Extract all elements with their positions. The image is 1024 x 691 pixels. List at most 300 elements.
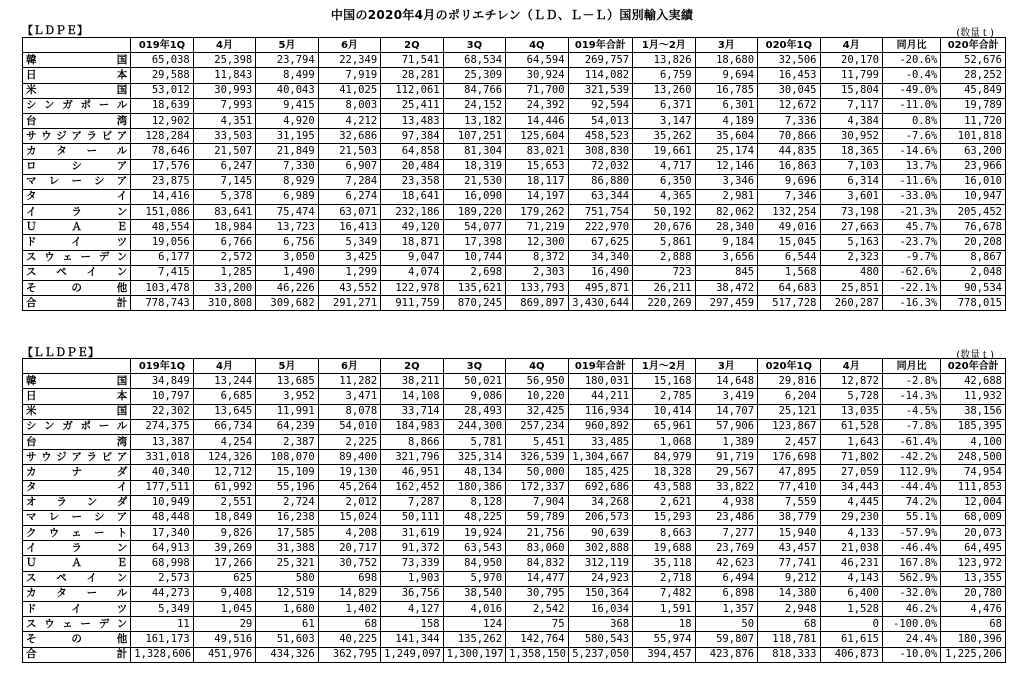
value-cell: 151,086: [131, 205, 193, 220]
value-cell: 3,430,644: [568, 296, 633, 311]
value-cell: 23,794: [256, 53, 318, 68]
table-row: [23, 586, 1006, 601]
value-cell: 101,818: [941, 129, 1006, 144]
value-cell: -62.6%: [882, 265, 940, 280]
value-cell: 19,688: [633, 541, 695, 556]
value-cell: 28,281: [381, 68, 443, 83]
value-cell: 44,835: [758, 144, 820, 159]
value-cell: 48,554: [131, 220, 193, 235]
value-cell: 25,321: [256, 556, 318, 571]
value-cell: 4,212: [318, 113, 380, 128]
value-cell: 45.7%: [882, 220, 940, 235]
value-cell: 10,947: [941, 189, 1006, 204]
value-cell: 44,273: [131, 586, 193, 601]
value-cell: 54,077: [443, 220, 505, 235]
value-cell: 480: [820, 265, 882, 280]
ldpe-section-label: 【ＬＤＰＥ】: [22, 24, 88, 37]
value-cell: 16,785: [695, 83, 757, 98]
country-cell: スウェーデン: [23, 617, 131, 632]
value-cell: 19,661: [633, 144, 695, 159]
value-cell: -49.0%: [882, 83, 940, 98]
value-cell: 32,425: [506, 404, 568, 419]
value-cell: 84,766: [443, 83, 505, 98]
value-cell: 46,226: [256, 281, 318, 296]
value-cell: 13,355: [941, 571, 1006, 586]
value-cell: 5,237,050: [568, 647, 633, 662]
value-cell: 7,336: [758, 113, 820, 128]
country-cell: 台 湾: [23, 434, 131, 449]
value-cell: 6,989: [256, 189, 318, 204]
value-cell: 46.2%: [882, 602, 940, 617]
value-cell: 54,013: [568, 113, 633, 128]
value-cell: -10.0%: [882, 647, 940, 662]
value-cell: 12,902: [131, 113, 193, 128]
value-cell: 23,769: [695, 541, 757, 556]
column-header: 3月: [695, 359, 757, 374]
value-cell: 7,277: [695, 526, 757, 541]
value-cell: 29,588: [131, 68, 193, 83]
value-cell: 68,009: [941, 510, 1006, 525]
value-cell: 11: [131, 617, 193, 632]
value-cell: 8,866: [381, 434, 443, 449]
value-cell: 12,519: [256, 586, 318, 601]
column-header: 019年合計: [568, 38, 633, 53]
value-cell: -33.0%: [882, 189, 940, 204]
value-cell: 20,780: [941, 586, 1006, 601]
value-cell: 4,351: [193, 113, 255, 128]
value-cell: 4,717: [633, 159, 695, 174]
value-cell: 6,759: [633, 68, 695, 83]
value-cell: 38,156: [941, 404, 1006, 419]
value-cell: 6,177: [131, 250, 193, 265]
value-cell: 13,035: [820, 404, 882, 419]
column-header: 4Q: [506, 38, 568, 53]
value-cell: 5,349: [318, 235, 380, 250]
value-cell: 16,413: [318, 220, 380, 235]
table-row: [23, 144, 1006, 159]
value-cell: 49,016: [758, 220, 820, 235]
value-cell: 297,459: [695, 296, 757, 311]
value-cell: 15,653: [506, 159, 568, 174]
value-cell: 778,743: [131, 296, 193, 311]
value-cell: 50,021: [443, 374, 505, 389]
value-cell: 14,477: [506, 571, 568, 586]
value-cell: 86,880: [568, 174, 633, 189]
value-cell: 30,952: [820, 129, 882, 144]
table-row: [23, 617, 1006, 632]
value-cell: 112,061: [381, 83, 443, 98]
value-cell: 19,924: [443, 526, 505, 541]
value-cell: 362,795: [318, 647, 380, 662]
value-cell: 97,384: [381, 129, 443, 144]
value-cell: 23,358: [381, 174, 443, 189]
value-cell: 21,756: [506, 526, 568, 541]
value-cell: 3,601: [820, 189, 882, 204]
value-cell: 1,402: [318, 602, 380, 617]
table-row: [23, 526, 1006, 541]
value-cell: 7,145: [193, 174, 255, 189]
table-row: [23, 374, 1006, 389]
value-cell: 78,646: [131, 144, 193, 159]
value-cell: 61,615: [820, 632, 882, 647]
value-cell: 150,364: [568, 586, 633, 601]
value-cell: 1,304,667: [568, 450, 633, 465]
value-cell: 43,457: [758, 541, 820, 556]
value-cell: 8,128: [443, 495, 505, 510]
value-cell: 222,970: [568, 220, 633, 235]
value-cell: 34,443: [820, 480, 882, 495]
value-cell: 70,866: [758, 129, 820, 144]
country-cell: ＵＡＥ: [23, 220, 131, 235]
value-cell: 12,872: [820, 374, 882, 389]
value-cell: -11.0%: [882, 98, 940, 113]
value-cell: 177,511: [131, 480, 193, 495]
value-cell: 4,189: [695, 113, 757, 128]
value-cell: 16,490: [568, 265, 633, 280]
value-cell: 312,119: [568, 556, 633, 571]
value-cell: 1,389: [695, 434, 757, 449]
value-cell: 11,843: [193, 68, 255, 83]
value-cell: 55,974: [633, 632, 695, 647]
value-cell: -32.0%: [882, 586, 940, 601]
value-cell: 74,954: [941, 465, 1006, 480]
value-cell: 751,754: [568, 205, 633, 220]
value-cell: 13,723: [256, 220, 318, 235]
value-cell: 1,680: [256, 602, 318, 617]
table-row: [23, 235, 1006, 250]
value-cell: 2,387: [256, 434, 318, 449]
value-cell: 14,108: [381, 389, 443, 404]
value-cell: 11,282: [318, 374, 380, 389]
value-cell: 845: [695, 265, 757, 280]
value-cell: -44.4%: [882, 480, 940, 495]
value-cell: 50,192: [633, 205, 695, 220]
value-cell: 16,863: [758, 159, 820, 174]
country-cell: イラン: [23, 205, 131, 220]
value-cell: 118,781: [758, 632, 820, 647]
value-cell: 162,452: [381, 480, 443, 495]
table-row: [23, 296, 1006, 311]
table-row: [23, 434, 1006, 449]
value-cell: 8,372: [506, 250, 568, 265]
value-cell: 27,059: [820, 465, 882, 480]
value-cell: 8,499: [256, 68, 318, 83]
value-cell: 17,398: [443, 235, 505, 250]
lldpe-unit-label: (数量ｔ): [956, 350, 994, 361]
country-cell: サウジアラビア: [23, 129, 131, 144]
value-cell: 73,339: [381, 556, 443, 571]
value-cell: 84,979: [633, 450, 695, 465]
value-cell: 123,972: [941, 556, 1006, 571]
value-cell: 3,147: [633, 113, 695, 128]
value-cell: 84,832: [506, 556, 568, 571]
column-header: 2Q: [381, 38, 443, 53]
value-cell: 7,117: [820, 98, 882, 113]
value-cell: 33,822: [695, 480, 757, 495]
value-cell: 220,269: [633, 296, 695, 311]
value-cell: 321,796: [381, 450, 443, 465]
value-cell: 31,388: [256, 541, 318, 556]
value-cell: 65,961: [633, 419, 695, 434]
value-cell: 723: [633, 265, 695, 280]
column-header: 5月: [256, 359, 318, 374]
value-cell: 18,849: [193, 510, 255, 525]
value-cell: 7,284: [318, 174, 380, 189]
value-cell: 9,047: [381, 250, 443, 265]
value-cell: 406,873: [820, 647, 882, 662]
value-cell: 50: [695, 617, 757, 632]
value-cell: 778,015: [941, 296, 1006, 311]
value-cell: 71,802: [820, 450, 882, 465]
value-cell: 1,225,206: [941, 647, 1006, 662]
value-cell: 32,686: [318, 129, 380, 144]
table-row: [23, 389, 1006, 404]
value-cell: 52,676: [941, 53, 1006, 68]
value-cell: 25,174: [695, 144, 757, 159]
value-cell: 3,346: [695, 174, 757, 189]
value-cell: 4,920: [256, 113, 318, 128]
value-cell: 5,349: [131, 602, 193, 617]
value-cell: 29: [193, 617, 255, 632]
value-cell: 71,541: [381, 53, 443, 68]
value-cell: 44,211: [568, 389, 633, 404]
country-cell: タ イ: [23, 189, 131, 204]
value-cell: 43,588: [633, 480, 695, 495]
value-cell: 6,766: [193, 235, 255, 250]
value-cell: 75: [506, 617, 568, 632]
header-corner-cell: [23, 359, 131, 374]
table-row: [23, 189, 1006, 204]
value-cell: 1,568: [758, 265, 820, 280]
value-cell: 20,484: [381, 159, 443, 174]
value-cell: 50,111: [381, 510, 443, 525]
value-cell: 92,594: [568, 98, 633, 113]
value-cell: 308,830: [568, 144, 633, 159]
value-cell: 9,826: [193, 526, 255, 541]
column-header: 1月～2月: [633, 359, 695, 374]
value-cell: 3,952: [256, 389, 318, 404]
value-cell: 423,876: [695, 647, 757, 662]
column-header: 同月比: [882, 359, 940, 374]
value-cell: 114,082: [568, 68, 633, 83]
value-cell: 16,010: [941, 174, 1006, 189]
value-cell: 13,387: [131, 434, 193, 449]
lldpe-section-label: 【ＬＬＤＰＥ】: [22, 346, 99, 359]
value-cell: 40,043: [256, 83, 318, 98]
value-cell: 9,086: [443, 389, 505, 404]
country-cell: スペイン: [23, 571, 131, 586]
value-cell: 77,410: [758, 480, 820, 495]
column-header: 4月: [820, 38, 882, 53]
value-cell: 309,682: [256, 296, 318, 311]
value-cell: 13,260: [633, 83, 695, 98]
value-cell: -100.0%: [882, 617, 940, 632]
value-cell: 24,392: [506, 98, 568, 113]
value-cell: 692,686: [568, 480, 633, 495]
value-cell: 135,262: [443, 632, 505, 647]
value-cell: 123,867: [758, 419, 820, 434]
value-cell: 2,948: [758, 602, 820, 617]
value-cell: 39,269: [193, 541, 255, 556]
value-cell: 5,728: [820, 389, 882, 404]
value-cell: 141,344: [381, 632, 443, 647]
country-cell: クウェート: [23, 526, 131, 541]
value-cell: 185,395: [941, 419, 1006, 434]
value-cell: 63,200: [941, 144, 1006, 159]
value-cell: 18,328: [633, 465, 695, 480]
column-header: 020年1Q: [758, 38, 820, 53]
column-header: 019年1Q: [131, 359, 193, 374]
value-cell: 11,720: [941, 113, 1006, 128]
value-cell: 7,287: [381, 495, 443, 510]
value-cell: 580,543: [568, 632, 633, 647]
value-cell: 302,888: [568, 541, 633, 556]
value-cell: 90,639: [568, 526, 633, 541]
value-cell: 6,685: [193, 389, 255, 404]
value-cell: 10,220: [506, 389, 568, 404]
value-cell: 960,892: [568, 419, 633, 434]
table-row: [23, 495, 1006, 510]
value-cell: 7,904: [506, 495, 568, 510]
value-cell: 34,340: [568, 250, 633, 265]
value-cell: 13,182: [443, 113, 505, 128]
value-cell: 61,528: [820, 419, 882, 434]
value-cell: 49,516: [193, 632, 255, 647]
value-cell: 20,170: [820, 53, 882, 68]
value-cell: 24,923: [568, 571, 633, 586]
value-cell: 5,861: [633, 235, 695, 250]
value-cell: 40,225: [318, 632, 380, 647]
value-cell: 18,680: [695, 53, 757, 68]
value-cell: 6,400: [820, 586, 882, 601]
value-cell: 132,254: [758, 205, 820, 220]
value-cell: 6,301: [695, 98, 757, 113]
value-cell: 5,451: [506, 434, 568, 449]
country-cell: ＵＡＥ: [23, 556, 131, 571]
value-cell: 33,503: [193, 129, 255, 144]
value-cell: 3,471: [318, 389, 380, 404]
value-cell: 35,118: [633, 556, 695, 571]
value-cell: 20,717: [318, 541, 380, 556]
value-cell: 14,648: [695, 374, 757, 389]
country-cell: 合 計: [23, 647, 131, 662]
value-cell: 16,453: [758, 68, 820, 83]
value-cell: 83,641: [193, 205, 255, 220]
value-cell: 4,074: [381, 265, 443, 280]
value-cell: 368: [568, 617, 633, 632]
value-cell: 56,950: [506, 374, 568, 389]
country-cell: シンガポール: [23, 98, 131, 113]
value-cell: 12,712: [193, 465, 255, 480]
value-cell: 13,685: [256, 374, 318, 389]
value-cell: 17,576: [131, 159, 193, 174]
value-cell: 3,050: [256, 250, 318, 265]
value-cell: 64,683: [758, 281, 820, 296]
value-cell: 68: [758, 617, 820, 632]
value-cell: 6,907: [318, 159, 380, 174]
column-header: 020年合計: [941, 38, 1006, 53]
value-cell: 63,344: [568, 189, 633, 204]
value-cell: 1,249,097: [381, 647, 443, 662]
ldpe-import-table: [22, 37, 1006, 311]
value-cell: 24.4%: [882, 632, 940, 647]
value-cell: 232,186: [381, 205, 443, 220]
value-cell: 25,398: [193, 53, 255, 68]
value-cell: 72,032: [568, 159, 633, 174]
value-cell: 4,133: [820, 526, 882, 541]
value-cell: 128,284: [131, 129, 193, 144]
value-cell: 291,271: [318, 296, 380, 311]
value-cell: 61: [256, 617, 318, 632]
value-cell: 30,924: [506, 68, 568, 83]
value-cell: 25,851: [820, 281, 882, 296]
country-cell: オランダ: [23, 495, 131, 510]
country-cell: ドイツ: [23, 235, 131, 250]
value-cell: 180,031: [568, 374, 633, 389]
value-cell: 7,559: [758, 495, 820, 510]
value-cell: 77,741: [758, 556, 820, 571]
value-cell: 180,396: [941, 632, 1006, 647]
value-cell: 257,234: [506, 419, 568, 434]
value-cell: 2,888: [633, 250, 695, 265]
value-cell: 28,252: [941, 68, 1006, 83]
value-cell: 12,300: [506, 235, 568, 250]
value-cell: 107,251: [443, 129, 505, 144]
value-cell: 9,694: [695, 68, 757, 83]
value-cell: 0: [820, 617, 882, 632]
value-cell: 2,457: [758, 434, 820, 449]
value-cell: 7,330: [256, 159, 318, 174]
value-cell: 15,024: [318, 510, 380, 525]
value-cell: 21,849: [256, 144, 318, 159]
value-cell: 1,045: [193, 602, 255, 617]
value-cell: 1,643: [820, 434, 882, 449]
value-cell: 869,897: [506, 296, 568, 311]
value-cell: 1,068: [633, 434, 695, 449]
value-cell: 167.8%: [882, 556, 940, 571]
value-cell: 6,756: [256, 235, 318, 250]
value-cell: 1,903: [381, 571, 443, 586]
value-cell: 103,478: [131, 281, 193, 296]
value-cell: 4,938: [695, 495, 757, 510]
value-cell: 8,003: [318, 98, 380, 113]
value-cell: 29,567: [695, 465, 757, 480]
value-cell: 74.2%: [882, 495, 940, 510]
value-cell: 1,285: [193, 265, 255, 280]
value-cell: 0.8%: [882, 113, 940, 128]
value-cell: 14,446: [506, 113, 568, 128]
value-cell: 13,244: [193, 374, 255, 389]
value-cell: 76,678: [941, 220, 1006, 235]
value-cell: 1,490: [256, 265, 318, 280]
value-cell: 75,474: [256, 205, 318, 220]
value-cell: 20,073: [941, 526, 1006, 541]
value-cell: 6,314: [820, 174, 882, 189]
value-cell: 10,949: [131, 495, 193, 510]
value-cell: 189,220: [443, 205, 505, 220]
value-cell: 260,287: [820, 296, 882, 311]
country-cell: 合 計: [23, 296, 131, 311]
country-cell: 米 国: [23, 83, 131, 98]
value-cell: 16,238: [256, 510, 318, 525]
table-row: [23, 129, 1006, 144]
value-cell: 64,858: [381, 144, 443, 159]
value-cell: -2.8%: [882, 374, 940, 389]
value-cell: 9,184: [695, 235, 757, 250]
column-header: 5月: [256, 38, 318, 53]
ldpe-header-row: [23, 38, 1006, 53]
value-cell: 562.9%: [882, 571, 940, 586]
